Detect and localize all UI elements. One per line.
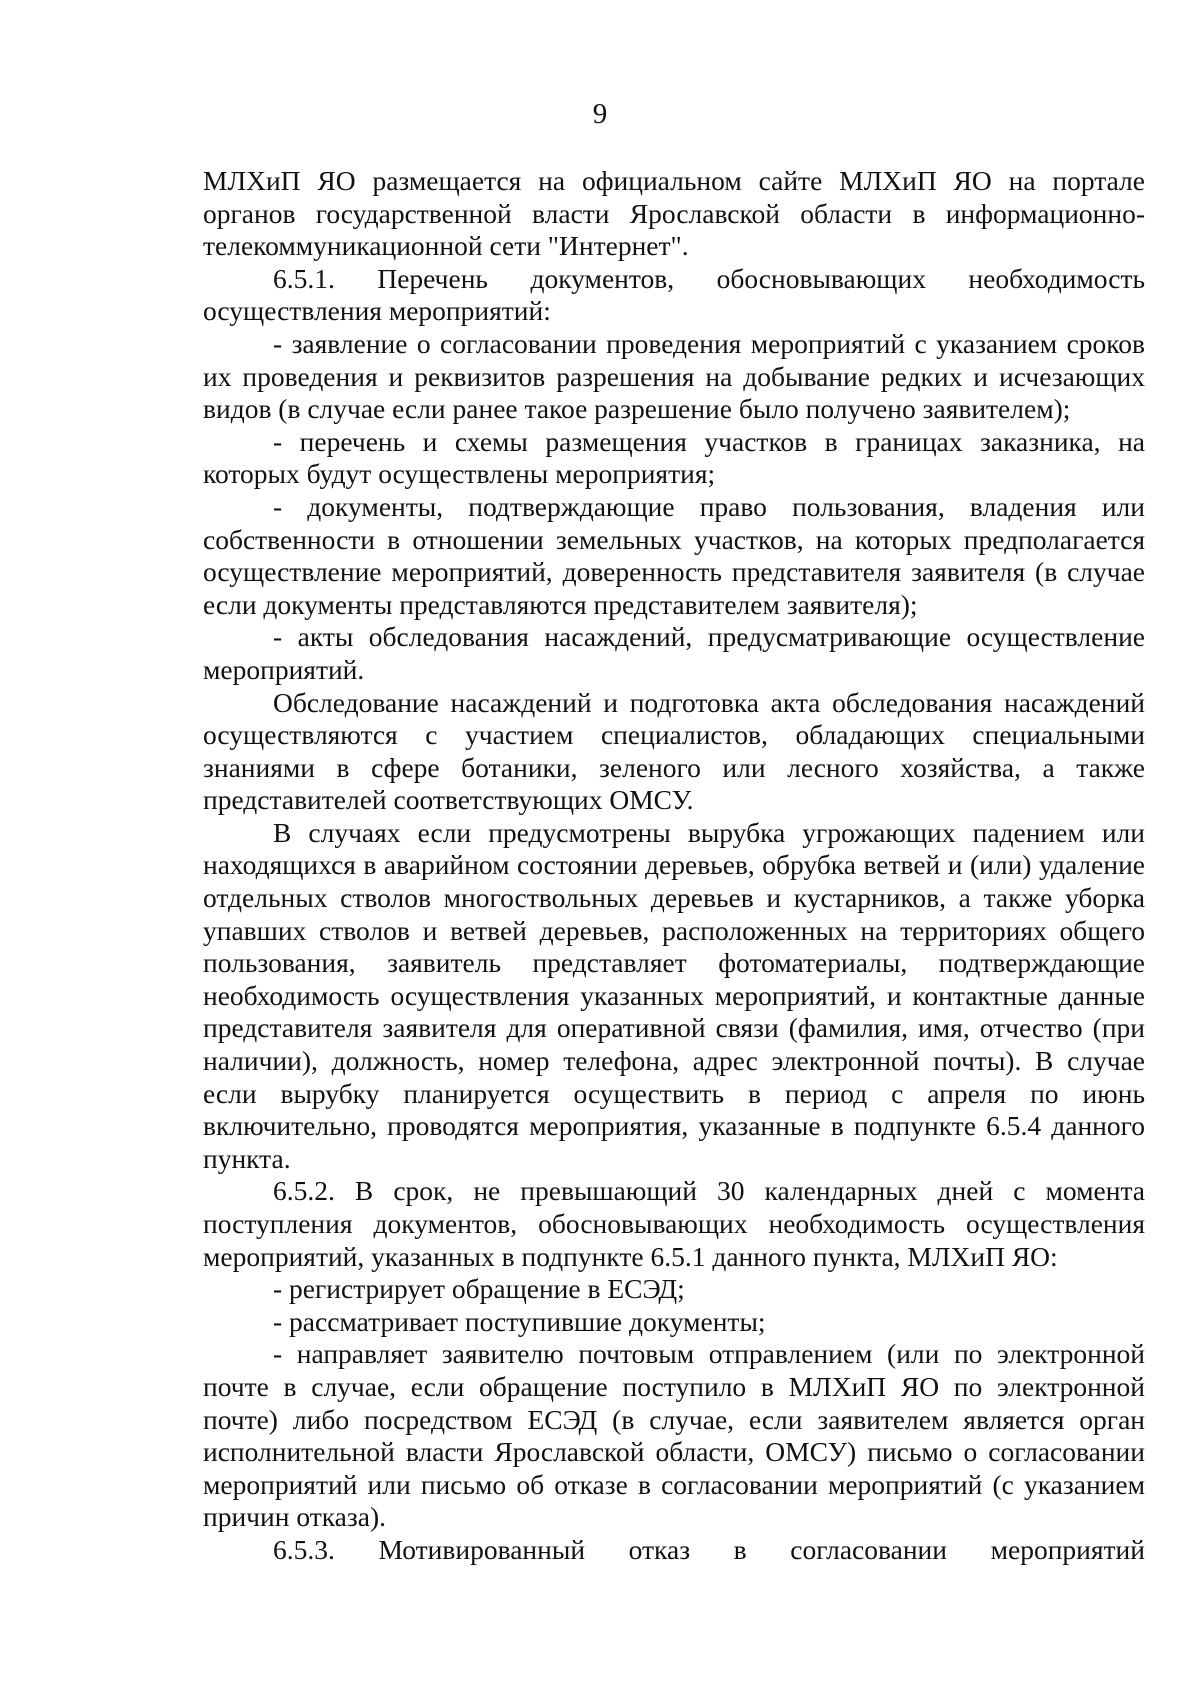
- paragraph: МЛХиП ЯО размещается на официальном сайте МЛХиП ЯО на портале органов государственной власти Ярославской области в информационно-телекоммуникационной сети "Интернет".: [203, 165, 1145, 262]
- paragraph: - рассматривает поступившие документы;: [273, 1305, 766, 1337]
- paragraph: Обследование насаждений и подготовка акта обследования насаждений осуществляются с участием специалистов, обладающих специальными знаниями в сфере ботаники, зеленого или лесного хозяйства, а также представителей соответствующих ОМСУ.: [203, 686, 1145, 816]
- paragraph: - перечень и схемы размещения участков в границах заказника, на которых будут осуществлены мероприятия;: [203, 425, 1145, 490]
- paragraph: - направляет заявителю почтовым отправлением (или по электронной почте в случае, если обращение поступило в МЛХиП ЯО по электронной почте) либо посредством ЕСЭД (в случае, если заявителем является орган исполнительной власти Ярославской области, ОМСУ) письмо о согласовании мероприятий или письмо об отказе в согласовании мероприятий (с указанием причин отказа).: [203, 1338, 1145, 1533]
- paragraph: 6.5.3. Мотивированный отказ в согласовании мероприятий: [273, 1533, 1145, 1565]
- paragraph: - регистрирует обращение в ЕСЭД;: [273, 1273, 685, 1305]
- document-body: [203, 165, 1145, 1567]
- paragraph: 6.5.2. В срок, не превышающий 30 календарных дней с момента поступления документов, обосновывающих необходимость осуществления мероприятий, указанных в подпункте 6.5.1 данного пункта, МЛХиП ЯО:: [203, 1175, 1145, 1272]
- paragraph: В случаях если предусмотрены вырубка угрожающих падением или находящихся в аварийном состоянии деревьев, обрубка ветвей и (или) удаление отдельных стволов многоствольных деревьев и кустарников, а также уборка упавших стволов и ветвей деревьев, расположенных на территориях общего пользования, заявитель представляет фотоматериалы, подтверждающие необходимость осуществления указанных мероприятий, и контактные данные представителя заявителя для оперативной связи (фамилия, имя, отчество (при наличии), должность, номер телефона, адрес электронной почты). В случае если вырубку планируется осуществить в период с апреля по июнь включительно, проводятся мероприятия, указанные в подпункте 6.5.4 данного пункта.: [203, 816, 1145, 1174]
- paragraph: 6.5.1. Перечень документов, обосновывающих необходимость осуществления мероприятий:: [203, 262, 1145, 327]
- paragraph: - заявление о согласовании проведения мероприятий с указанием сроков их проведения и реквизитов разрешения на добывание редких и исчезающих видов (в случае если ранее такое разрешение было получено заявителем);: [203, 327, 1145, 425]
- paragraph: - акты обследования насаждений, предусматривающие осуществление мероприятий.: [203, 621, 1145, 685]
- page-number: 9: [592, 98, 608, 130]
- paragraph: - документы, подтверждающие право пользования, владения или собственности в отношении земельных участков, на которых предполагается осуществление мероприятий, доверенность представителя заявителя (в случае если документы представляются представителем заявителя);: [203, 490, 1145, 620]
